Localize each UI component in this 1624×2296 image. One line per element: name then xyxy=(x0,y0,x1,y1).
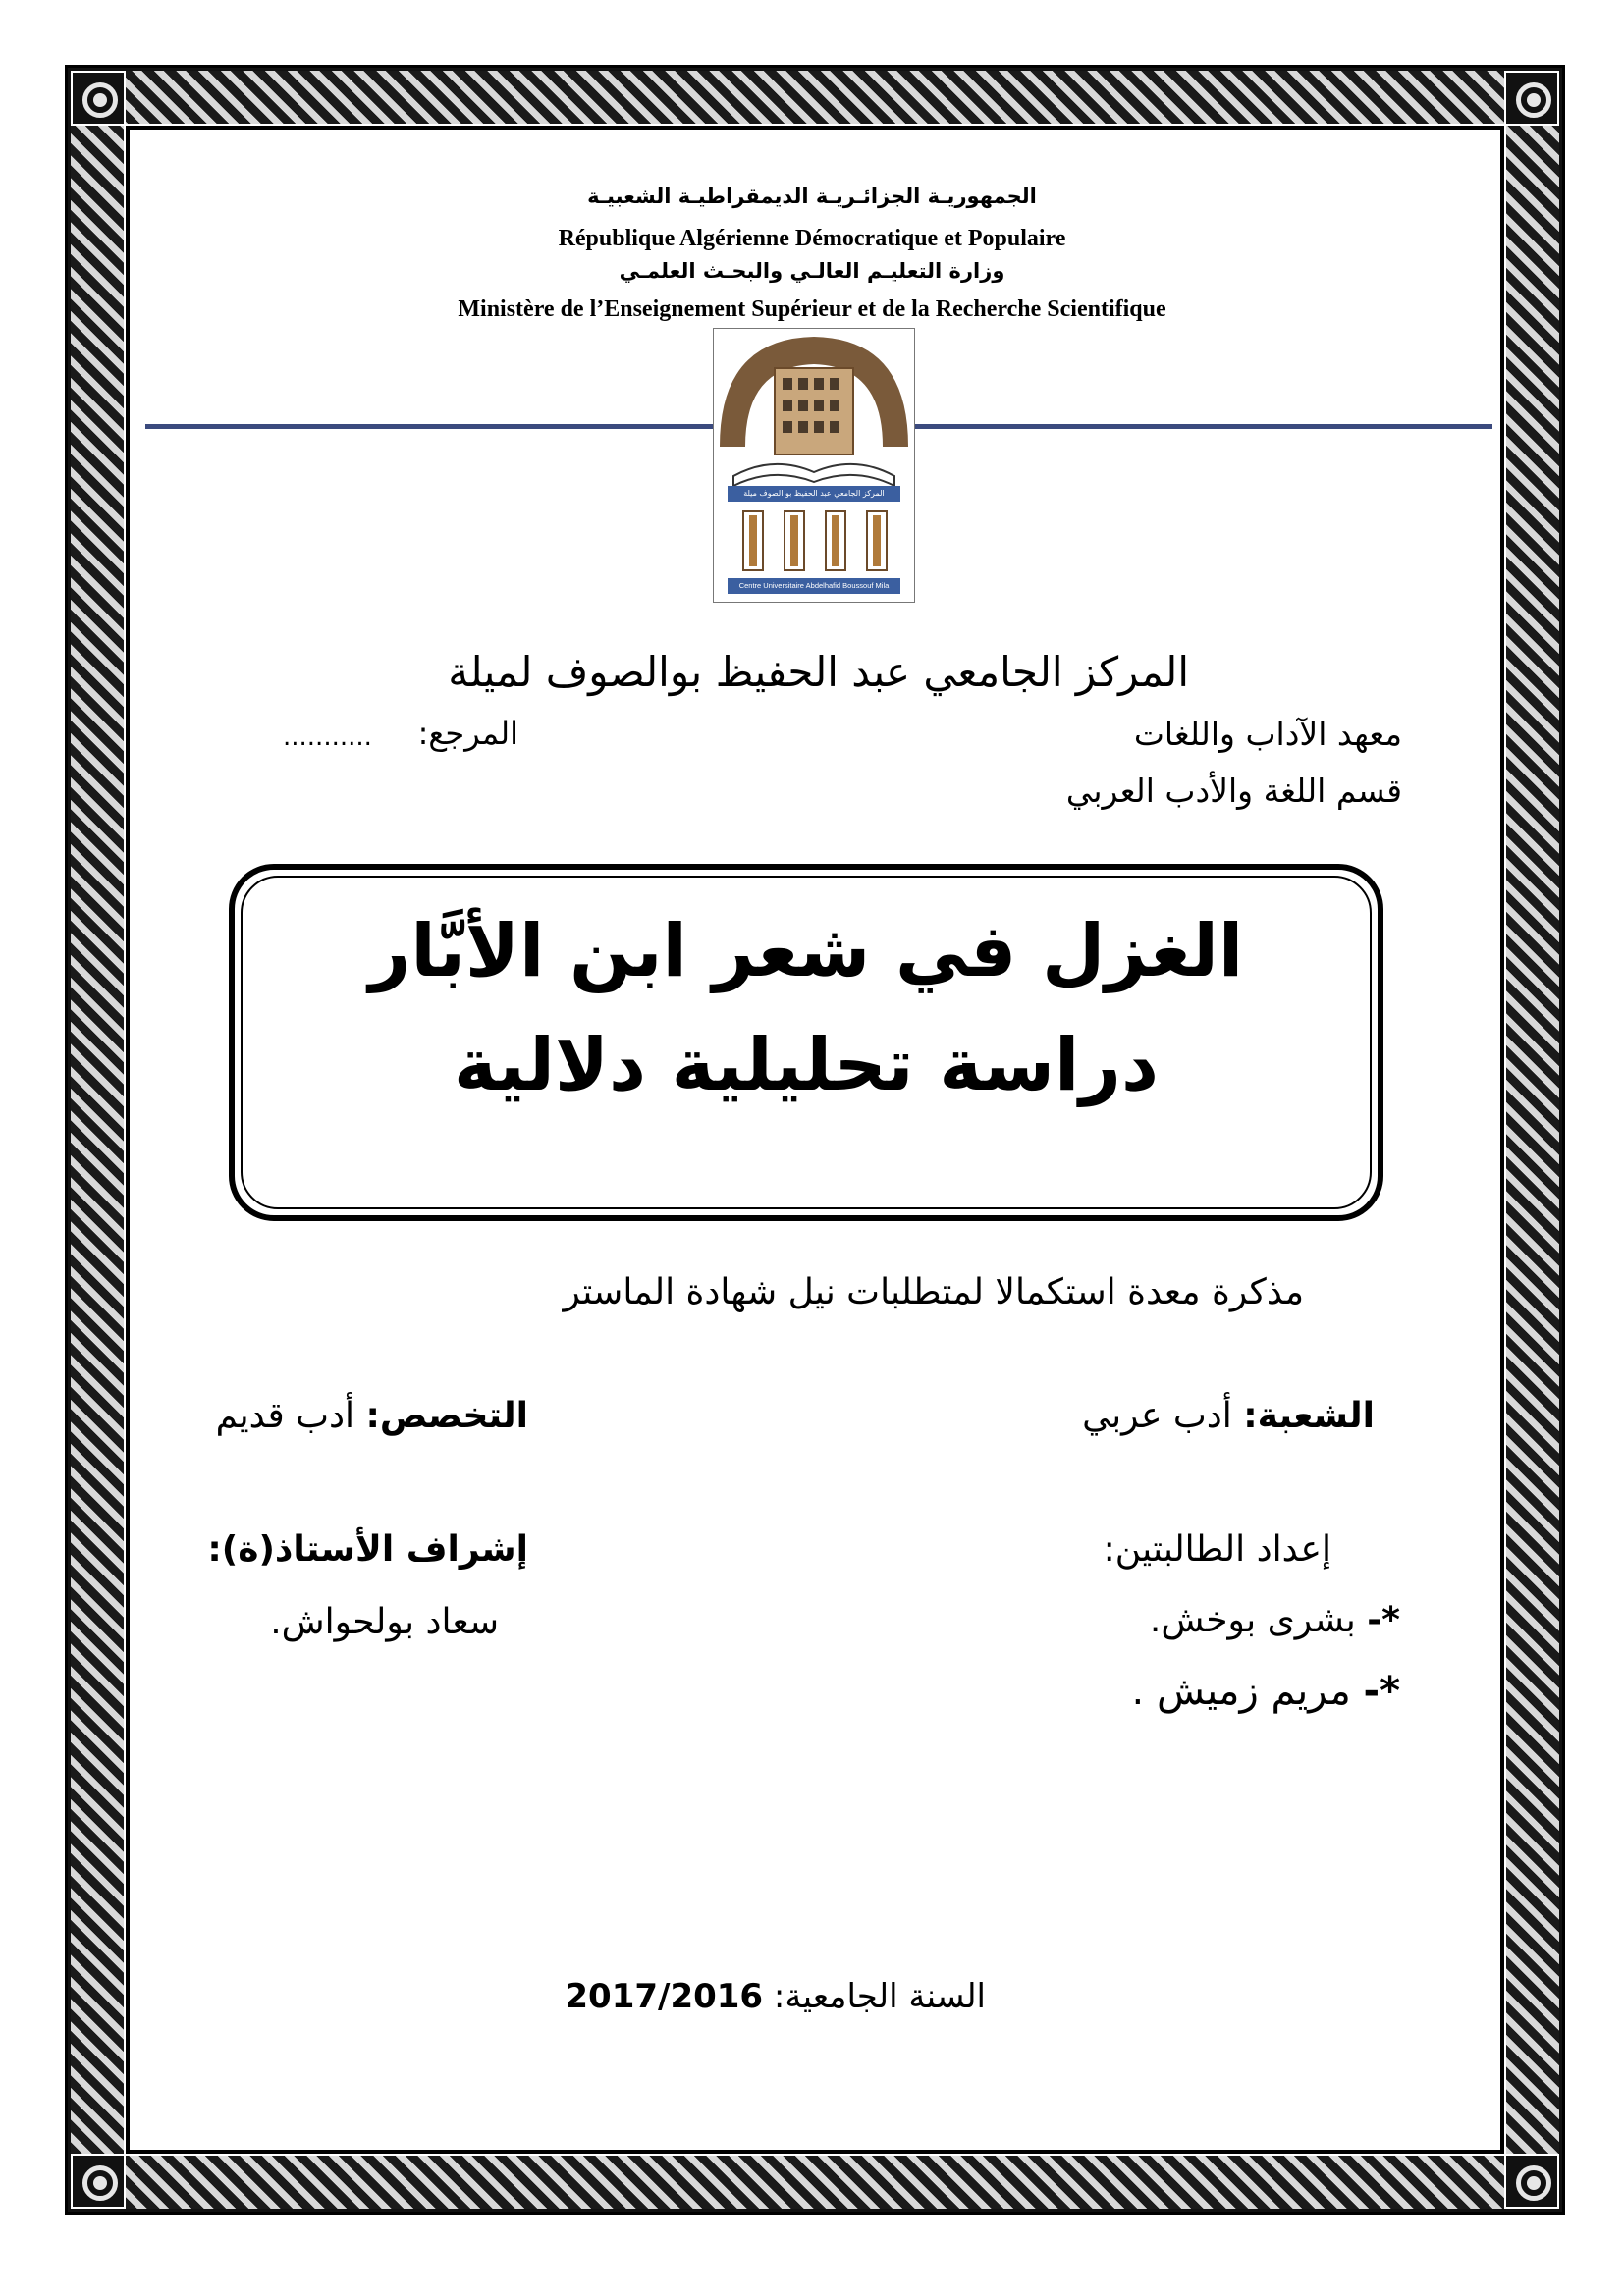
logo-caption: Centre Universitaire Abdelhafid Boussouf Mila xyxy=(738,581,890,590)
academic-year-value: 2017/2016 xyxy=(565,1977,764,2016)
corner-ornament-icon xyxy=(1504,2154,1559,2209)
specialty-field xyxy=(216,1396,528,1436)
corner-ornament-icon xyxy=(71,71,126,126)
thesis-title-line2: دراسة تحليلية دلالية xyxy=(454,1023,1159,1107)
supervisor-name: سعاد بولحواش. xyxy=(270,1602,499,1642)
student-name: مريم زميش . xyxy=(1131,1669,1351,1714)
ministry-french: Ministère de l’Enseignement Supérieur et de la Recherche Scientifique xyxy=(458,296,1166,322)
institute-name: معهد الآداب واللغات xyxy=(1133,715,1402,753)
corner-ornament-icon xyxy=(1504,71,1559,126)
ministry-arabic: وزارة التعليـم العالـي والبحـث العلمـي xyxy=(619,259,1005,283)
university-logo xyxy=(713,328,915,603)
student-2 xyxy=(1132,1669,1400,1714)
student-1 xyxy=(1150,1600,1400,1640)
student-bullet: *- xyxy=(1367,1600,1400,1640)
corner-ornament-icon xyxy=(71,2154,126,2209)
logo-banner-text: المركز الجامعي عبد الحفيظ بو الصوف ميلة xyxy=(743,489,885,498)
university-center: المركز الجامعي عبد الحفيظ بوالصوف لميلة xyxy=(448,648,1189,696)
academic-year xyxy=(565,1977,986,2016)
academic-year-label: السنة الجامعية: xyxy=(773,1977,986,2016)
department-name: قسم اللغة والأدب العربي xyxy=(1065,772,1402,810)
specialty-value: أدب قديم xyxy=(215,1396,355,1436)
branch-value: أدب عربي xyxy=(1082,1396,1232,1436)
student-bullet: *- xyxy=(1363,1669,1400,1714)
republic-french: République Algérienne Démocratique et Populaire xyxy=(558,226,1066,251)
student-name: بشرى بوخش. xyxy=(1149,1600,1356,1640)
specialty-label: التخصص: xyxy=(365,1396,528,1436)
reference-label: المرجع: xyxy=(417,715,518,752)
reference-value: ........... xyxy=(283,722,372,752)
thesis-purpose: مذكرة معدة استكمالا لمتطلبات نيل شهادة الماستر xyxy=(563,1272,1304,1312)
students-label: إعداد الطالبتين: xyxy=(1103,1529,1331,1570)
supervisor-label: إشراف الأستاذ(ة): xyxy=(207,1529,528,1570)
branch-label: الشعبة: xyxy=(1243,1396,1375,1436)
branch-field xyxy=(1082,1396,1375,1436)
university-logo-icon xyxy=(714,329,914,602)
republic-arabic: الجمهوريـة الجزائـريـة الديمقراطيـة الشعبيـة xyxy=(587,185,1037,208)
thesis-title-line1: الغزل في شعر ابن الأبَّار xyxy=(368,909,1244,993)
